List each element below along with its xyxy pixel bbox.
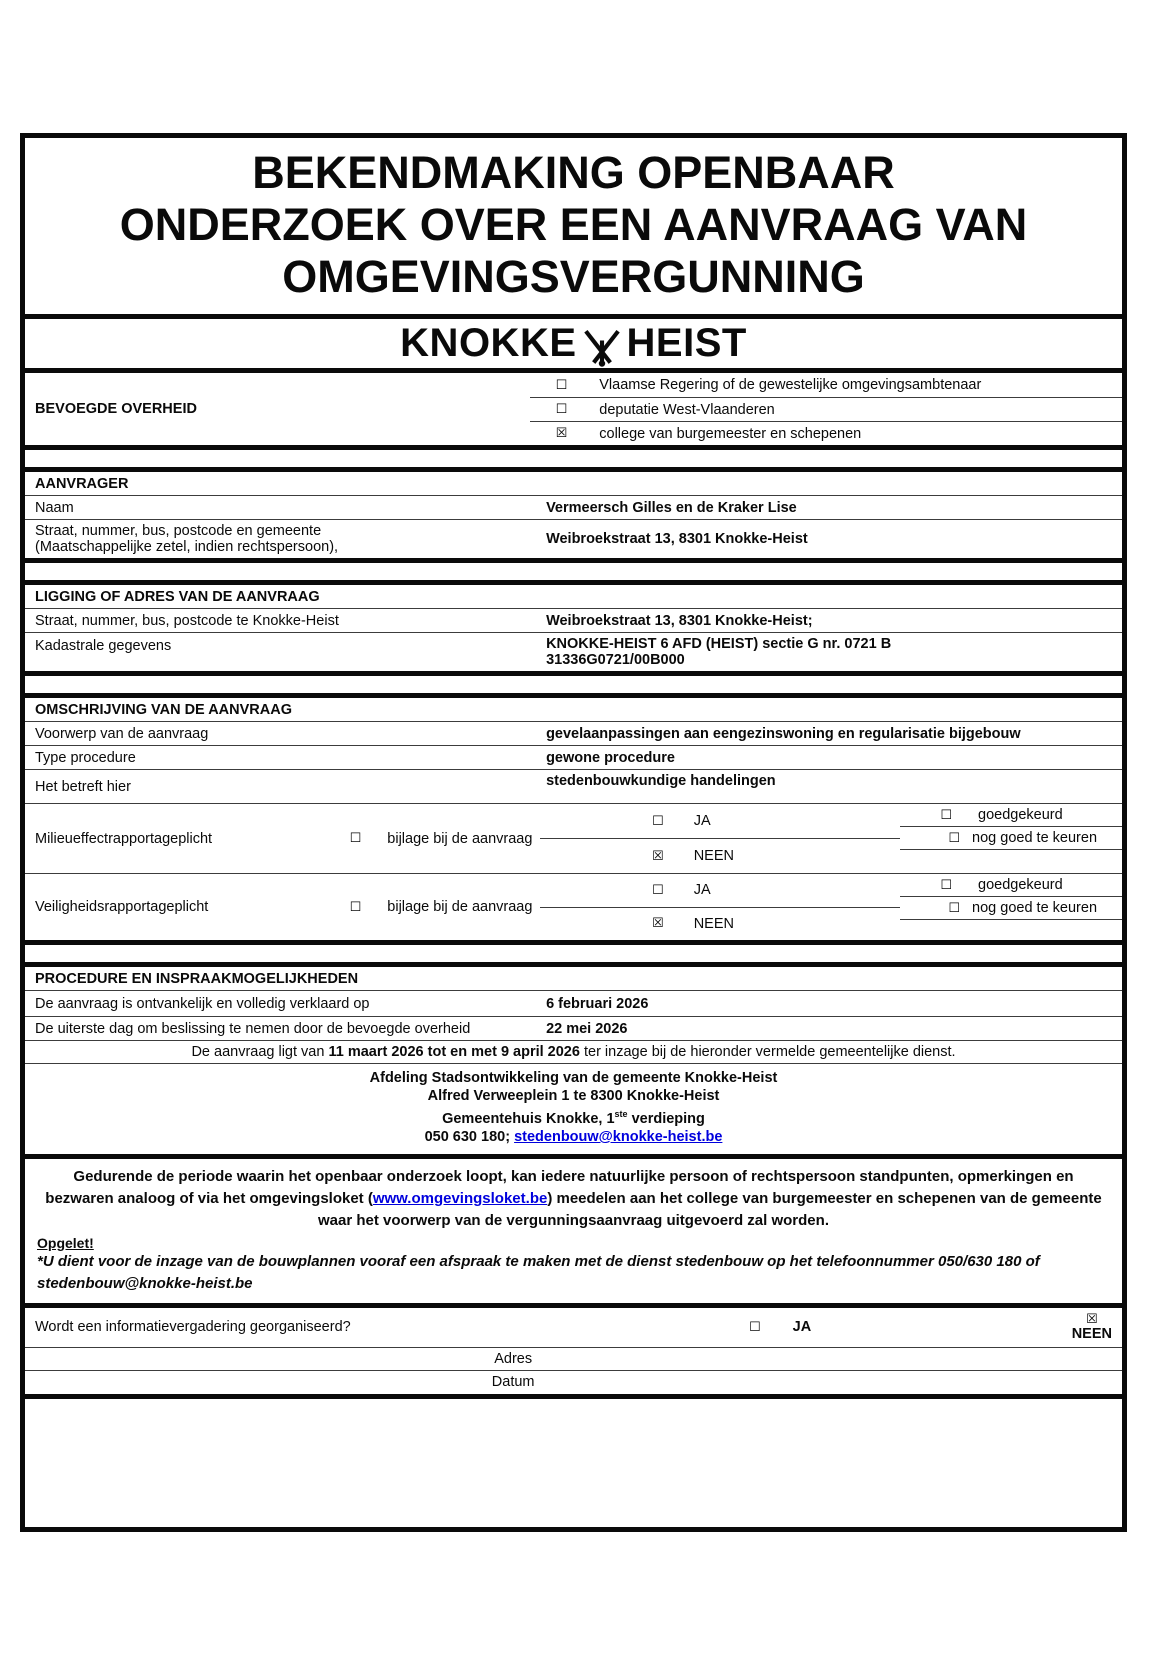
- milieu-neen: [557, 839, 900, 873]
- veiligheid-bijlage-checkbox[interactable]: ☐: [349, 899, 362, 915]
- naam-value: Vermeersch Gilles en de Kraker Lise: [546, 499, 797, 516]
- kadastraal-row: [25, 633, 1122, 671]
- opgelet-label: Opgelet!: [37, 1234, 94, 1251]
- veiligheid-nog-goed-checkbox[interactable]: ☐: [948, 900, 961, 916]
- datum-row: [25, 1371, 1122, 1394]
- veiligheid-bijlage-label: bijlage bij de aanvraag: [387, 899, 533, 915]
- veiligheid-ja-checkbox[interactable]: ☐: [652, 882, 664, 898]
- informatievergadering-ja-checkbox[interactable]: ☐: [749, 1319, 761, 1335]
- milieu-row: [25, 804, 1122, 874]
- veiligheid-goedgekeurd-label: goedgekeurd: [978, 877, 1063, 893]
- logo-text-heist: HEIST: [626, 321, 747, 365]
- milieu-neen-label: NEEN: [693, 848, 734, 864]
- veiligheid-neen-checkbox[interactable]: ☒: [652, 916, 664, 932]
- divider-line: [540, 838, 557, 839]
- informatievergadering-neen: [1072, 1311, 1122, 1344]
- inzage-row: [25, 1041, 1122, 1064]
- inspraak-paragraaf: [37, 1166, 1110, 1232]
- spacer: [25, 676, 1122, 698]
- milieu-bijlage-label: bijlage bij de aanvraag: [387, 830, 533, 847]
- informatievergadering-ja: [749, 1319, 811, 1335]
- document-title: [25, 138, 1122, 319]
- milieu-ja: [557, 804, 900, 839]
- inzage-suffix: ter inzage bij de hieronder vermelde gemeentelijke dienst.: [579, 1044, 956, 1060]
- kadastraal-value-line2: 31336G0721/00B000: [546, 652, 685, 668]
- ligging-header: LIGGING OF ADRES VAN DE AANVRAAG: [25, 585, 1122, 609]
- adres-row: [25, 1348, 1122, 1371]
- informatievergadering-label: Wordt een informatievergadering georganiseerd?: [35, 1319, 351, 1336]
- dienst-contact-block: [25, 1064, 1122, 1154]
- stedenbouw-email-link[interactable]: stedenbouw@knokke-heist.be: [514, 1128, 723, 1145]
- section-aanvrager: [25, 472, 1122, 563]
- uiterste-dag-label: De uiterste dag om beslissing te nemen door de bevoegde overheid: [35, 1020, 471, 1037]
- ligging-straat-value: Weibroekstraat 13, 8301 Knokke-Heist;: [546, 612, 813, 629]
- type-procedure-row: [25, 746, 1122, 770]
- title-line-3: OMGEVINGSVERGUNNING: [282, 251, 865, 302]
- knokke-heist-splash-icon: [579, 323, 625, 369]
- option-college: [530, 421, 1122, 445]
- voorwerp-value: gevelaanpassingen aan eengezinswoning en regularisatie bijgebouw: [546, 725, 1021, 742]
- logo-text-knokke: KNOKKE: [400, 321, 577, 365]
- voorwerp-row: [25, 722, 1122, 746]
- aanvrager-adres-value: Weibroekstraat 13, 8301 Knokke-Heist: [546, 531, 808, 547]
- inzage-period: 11 maart 2026 tot en met 9 april 2026: [328, 1044, 580, 1060]
- inzage-prefix: De aanvraag ligt van: [191, 1044, 329, 1060]
- empty-cell: [900, 850, 1122, 873]
- spacer: [25, 563, 1122, 585]
- milieu-bijlage-checkbox[interactable]: ☐: [349, 831, 362, 846]
- naam-row: [25, 496, 1122, 520]
- veiligheid-ja: [557, 874, 900, 908]
- veiligheid-nog-goed-label: nog goed te keuren: [972, 900, 1098, 916]
- vlaamse-regering-label: Vlaamse Regering of de gewestelijke omgevingsambtenaar: [599, 377, 982, 393]
- vlaamse-regering-checkbox[interactable]: ☐: [555, 377, 568, 393]
- veiligheid-goedgekeurd-checkbox[interactable]: ☐: [940, 877, 953, 893]
- bevoegde-overheid-label: BEVOEGDE OVERHEID: [35, 401, 197, 417]
- ontvankelijk-row: [25, 991, 1122, 1017]
- dienst-verdieping: [25, 1105, 1122, 1128]
- procedure-header: PROCEDURE EN INSPRAAKMOGELIJKHEDEN: [25, 967, 1122, 991]
- informatievergadering-row: [25, 1308, 1122, 1348]
- dienst-verdieping-prefix: Gemeentehuis Knokke, 1: [442, 1110, 615, 1127]
- informatievergadering-ja-label: JA: [792, 1319, 812, 1336]
- ligging-straat-label: Straat, nummer, bus, postcode te Knokke-Heist: [35, 612, 339, 629]
- type-procedure-value: gewone procedure: [546, 749, 675, 766]
- adres-label: Adres: [494, 1350, 533, 1367]
- spacer: [25, 945, 1122, 967]
- milieu-nog-goed-checkbox[interactable]: ☐: [948, 830, 961, 846]
- deputatie-label: deputatie West-Vlaanderen: [599, 401, 775, 418]
- announcement-document: [20, 133, 1127, 1532]
- section-omschrijving: [25, 698, 1122, 945]
- aanvrager-adres-label: [25, 520, 546, 558]
- kadastraal-value-line1: KNOKKE-HEIST 6 AFD (HEIST) sectie G nr. 0721 B: [546, 636, 892, 652]
- inspraak-block: [25, 1159, 1122, 1308]
- milieu-ja-label: JA: [693, 813, 711, 829]
- veiligheid-ja-neen: [557, 874, 900, 940]
- dienst-telefoon: 050 630 180;: [424, 1128, 515, 1145]
- dienst-telefoon-email: [25, 1128, 1122, 1146]
- dienst-verdieping-suffix: verdieping: [627, 1110, 705, 1127]
- milieu-goedgekeurd-label: goedgekeurd: [978, 807, 1063, 823]
- municipality-logo: [25, 319, 1122, 373]
- afspraak-note: *U dient voor de inzage van de bouwplannen vooraf een afspraak te maken met de dienst stedenbouw op het telefoonnummer 050/630 180 of stedenbouw@knokke-heist.be: [37, 1252, 1040, 1292]
- ligging-straat-row: [25, 609, 1122, 633]
- milieu-neen-checkbox[interactable]: ☒: [652, 848, 664, 864]
- veiligheid-goedgekeurd: [900, 874, 1122, 897]
- informatievergadering-neen-checkbox[interactable]: ☒: [1086, 1311, 1098, 1327]
- empty-cell: [900, 920, 1122, 940]
- betreft-label: Het betreft hier: [35, 778, 131, 795]
- deputatie-checkbox[interactable]: ☐: [555, 402, 568, 417]
- college-label: college van burgemeester en schepenen: [599, 425, 862, 442]
- kadastraal-label: Kadastrale gegevens: [35, 638, 172, 654]
- omgevingsloket-link[interactable]: www.omgevingsloket.be: [372, 1189, 548, 1207]
- section-bevoegde-overheid: [25, 373, 1122, 450]
- milieu-goedgekeurd-checkbox[interactable]: ☐: [940, 807, 953, 823]
- uiterste-dag-value: 22 mei 2026: [546, 1020, 628, 1037]
- empty-bottom-box: [25, 1399, 1122, 1527]
- milieu-ja-neen: [557, 804, 900, 873]
- option-vlaamse-regering: [530, 373, 1122, 397]
- title-line-2: ONDERZOEK OVER EEN AANVRAAG VAN: [119, 199, 1028, 250]
- dienst-naam: Afdeling Stadsontwikkeling van de gemeente Knokke-Heist: [369, 1070, 778, 1086]
- voorwerp-label: Voorwerp van de aanvraag: [35, 725, 209, 742]
- veiligheid-bijlage: [338, 874, 557, 940]
- veiligheid-row: [25, 874, 1122, 940]
- section-ligging: [25, 585, 1122, 676]
- milieu-goedkeuring: [900, 804, 1122, 873]
- milieu-ja-checkbox[interactable]: ☐: [652, 813, 664, 829]
- veiligheid-nog-goed: [900, 897, 1122, 920]
- aanvrager-adres-row: [25, 520, 1122, 558]
- dienst-verdieping-sup: ste: [614, 1109, 628, 1119]
- spacer: [25, 450, 1122, 472]
- kadastraal-value: [546, 633, 1122, 671]
- inspraak-tekst-2: ) meedelen aan het college van burgemeester en schepenen van de gemeente waar het voorwerp van de vergunningsaanvraag uitgevoerd zal worden.: [318, 1189, 1102, 1229]
- aanvrager-adres-label-line1: Straat, nummer, bus, postcode en gemeente: [35, 523, 322, 539]
- betreft-row: [25, 770, 1122, 804]
- type-procedure-label: Type procedure: [35, 749, 136, 766]
- omschrijving-header: OMSCHRIJVING VAN DE AANVRAAG: [25, 698, 1122, 722]
- inspraak-tekst-1: Gedurende de periode waarin het openbaar onderzoek loopt, kan iedere natuurlijke persoon of rechtspersoon standpunten, opmerkingen en bezwaren analoog of via het omgevingsloket (: [45, 1167, 1074, 1207]
- divider-line: [540, 907, 557, 908]
- naam-label: Naam: [35, 499, 74, 516]
- college-checkbox[interactable]: ☒: [555, 426, 568, 441]
- betreft-value: stedenbouwkundige handelingen: [546, 773, 776, 789]
- uiterste-dag-row: [25, 1017, 1122, 1041]
- datum-label: Datum: [491, 1374, 535, 1391]
- milieu-bijlage: [338, 804, 557, 873]
- ontvankelijk-label: De aanvraag is ontvankelijk en volledig verklaard op: [35, 995, 370, 1012]
- bevoegde-overheid-options: [530, 373, 1122, 445]
- milieu-label: Milieueffectrapportageplicht: [35, 830, 213, 847]
- veiligheid-goedkeuring: [900, 874, 1122, 940]
- milieu-goedgekeurd: [900, 804, 1122, 827]
- section-informatievergadering: [25, 1308, 1122, 1399]
- veiligheid-neen: [557, 908, 900, 941]
- aanvrager-header: AANVRAGER: [25, 472, 1122, 496]
- veiligheid-label: Veiligheidsrapportageplicht: [35, 899, 209, 915]
- milieu-nog-goed: [900, 827, 1122, 850]
- section-procedure: [25, 967, 1122, 1159]
- aanvrager-adres-label-line2: (Maatschappelijke zetel, indien rechtspersoon),: [35, 539, 339, 555]
- veiligheid-ja-label: JA: [693, 882, 711, 899]
- veiligheid-neen-label: NEEN: [693, 915, 734, 932]
- informatievergadering-neen-label: NEEN: [1071, 1325, 1112, 1342]
- title-line-1: BEKENDMAKING OPENBAAR: [252, 147, 895, 198]
- milieu-nog-goed-label: nog goed te keuren: [972, 830, 1098, 846]
- ontvankelijk-value: 6 februari 2026: [546, 995, 649, 1012]
- option-deputatie: [530, 397, 1122, 421]
- dienst-adres: Alfred Verweeplein 1 te 8300 Knokke-Heist: [427, 1088, 720, 1104]
